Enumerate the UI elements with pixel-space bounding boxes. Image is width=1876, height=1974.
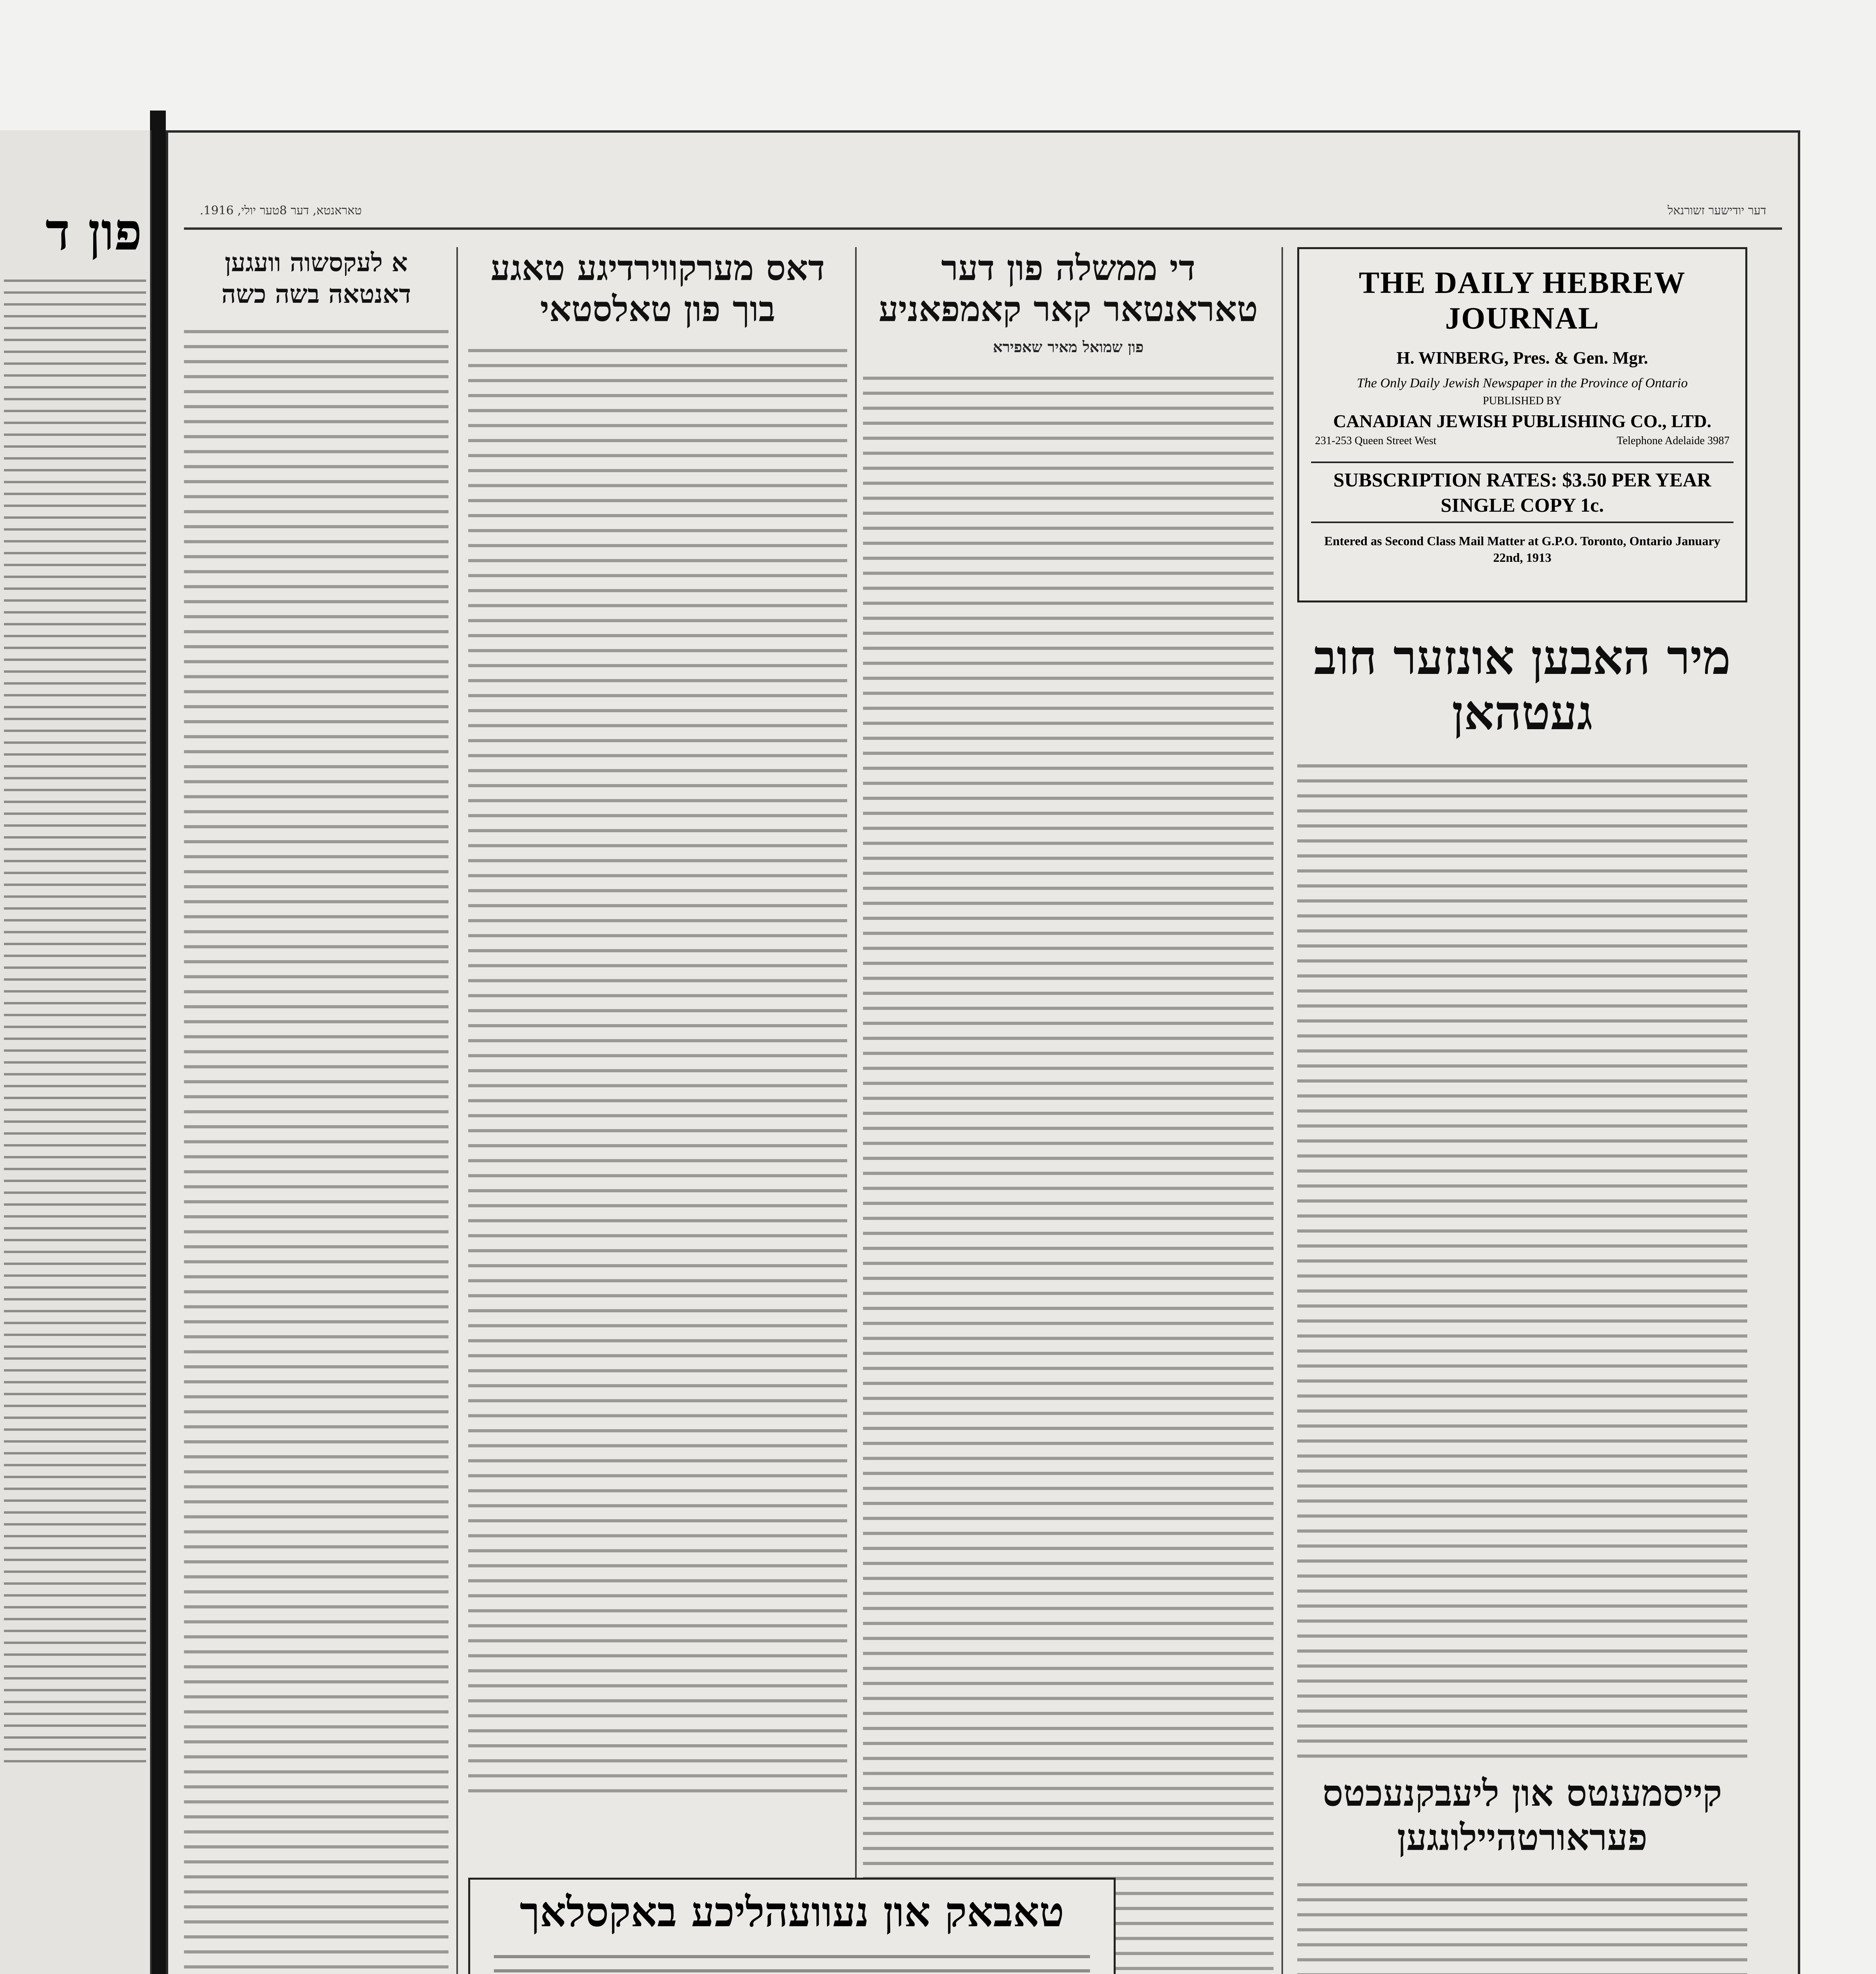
column-2	[863, 247, 1274, 1974]
editorial-body	[1297, 752, 1747, 1759]
masthead-published-by: PUBLISHED BY	[1483, 395, 1562, 407]
article-headline-tolstoy: דאס מערקווירדיגע טאגע בוך פון טאלסטאי	[490, 247, 825, 329]
column-4	[184, 247, 448, 1974]
masthead-company: CANADIAN JEWISH PUBLISHING CO., LTD.	[1333, 411, 1712, 431]
tobacco-ad	[468, 1878, 1116, 1974]
column-divider-1	[1281, 247, 1283, 1974]
header-rule	[184, 227, 1782, 230]
second-headline: קייסמענטס און ליעבקנעכטס פעראורטהיילונגען	[1323, 1772, 1722, 1859]
masthead-title: THE DAILY HEBREW JOURNAL	[1358, 265, 1686, 335]
page-header-line	[168, 204, 1798, 220]
subscription-box	[1311, 462, 1733, 523]
scan-gap	[150, 111, 166, 1974]
column-1	[1297, 630, 1747, 1974]
adjacent-page-heading: פון ד	[45, 201, 142, 262]
masthead-telephone: Telephone Adelaide 3987	[1617, 435, 1730, 447]
article-body-tolstoy	[468, 337, 847, 1798]
article-headline-street-car: די ממשלה פון דער טאראנטאר קאר קאמפאניע	[878, 247, 1258, 329]
ad-headline: טאבאק און נעוועהליכע באקסלאך	[520, 1888, 1064, 1936]
header-paper-name: דער יודישער זשורנאל	[1668, 204, 1766, 218]
editorial-headline: מיר האבען אונזער חוב געטהאן	[1314, 630, 1731, 741]
article-body-left	[184, 318, 448, 1974]
article-body-street-car	[863, 365, 1274, 1974]
subscription-rate: SUBSCRIPTION RATES: $3.50 PER YEAR	[1333, 469, 1711, 491]
ad-detail-lines	[494, 1944, 1090, 1974]
column-divider-3	[456, 247, 458, 1974]
single-copy-price: SINGLE COPY 1c.	[1441, 494, 1604, 516]
newspaper-page	[166, 130, 1800, 1974]
article-headline-left: א לעקסשוה וועגען דאנטאה בשה כשה	[221, 248, 411, 309]
masthead-address: 231-253 Queen Street West	[1315, 435, 1437, 447]
masthead-address-row	[1299, 435, 1745, 447]
column-divider-2	[855, 247, 857, 1974]
header-date: טאראנטא, דער 8טער יולי, 1916.	[200, 204, 362, 218]
masthead-president: H. WINBERG, Pres. & Gen. Mgr.	[1396, 348, 1648, 368]
mail-entry-notice: Entered as Second Class Mail Matter at G.P.O. Toronto, Ontario January 22nd, 1913	[1324, 534, 1720, 565]
adjacent-page-strip	[0, 130, 152, 1974]
second-article-body	[1297, 1871, 1747, 1974]
article-byline: פון שמואל מאיר שאפירא	[993, 338, 1144, 356]
column-3	[468, 247, 847, 1857]
adjacent-page-text	[0, 262, 150, 1778]
masthead-tagline: The Only Daily Jewish Newspaper in the Province of Ontario	[1356, 376, 1688, 390]
masthead	[1297, 247, 1747, 602]
